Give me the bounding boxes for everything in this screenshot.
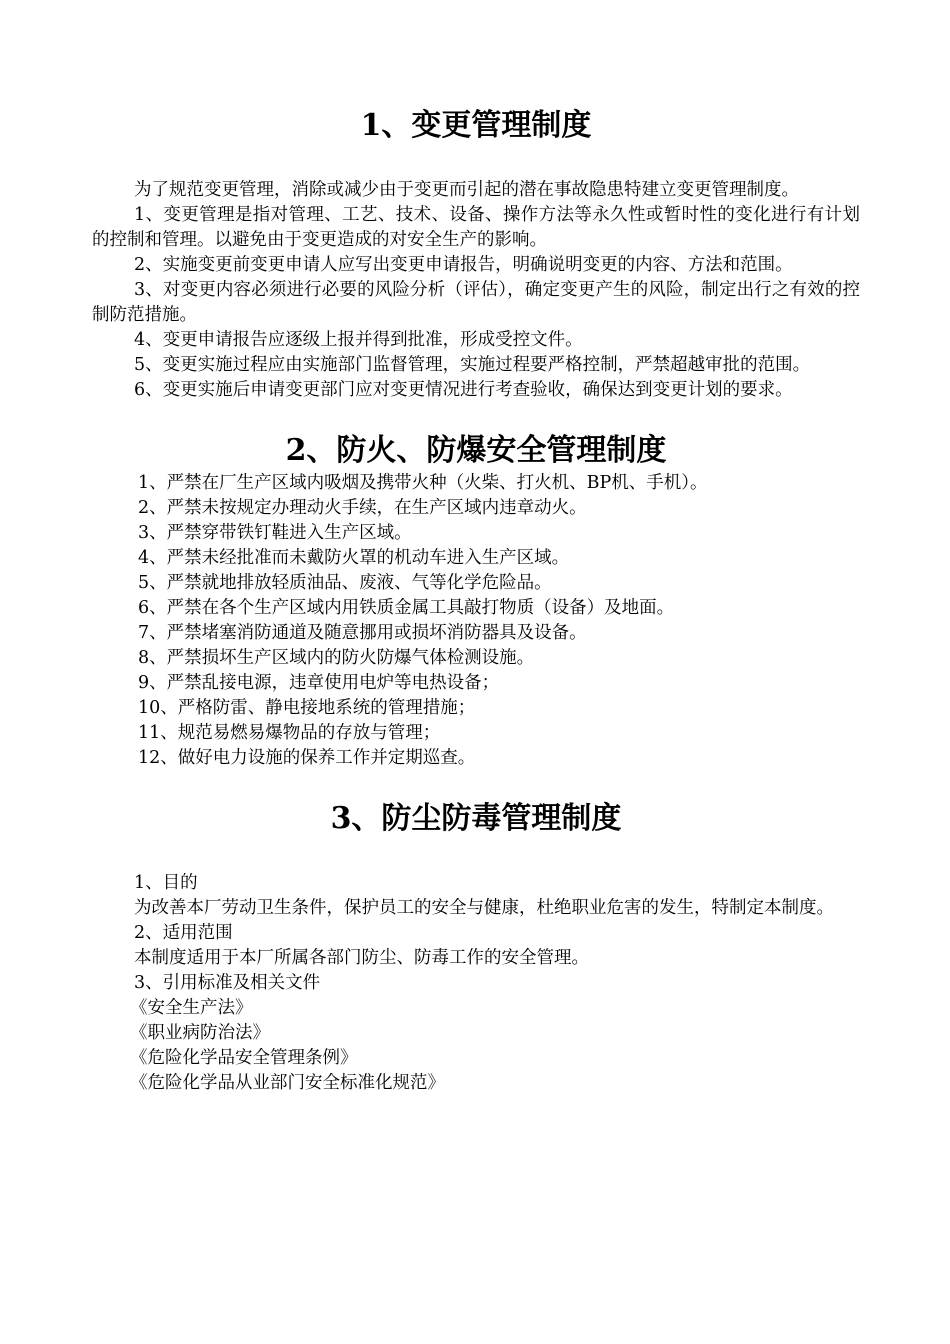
- clause-item: 3、对变更内容必须进行必要的风险分析（评估），确定变更产生的风险，制定出行之有效的控制防范措施。: [92, 280, 860, 325]
- rule-item: 9、严禁乱接电源，违章使用电炉等电热设备；: [138, 673, 500, 693]
- rule-item: 5、严禁就地排放轻质油品、废液、气等化学危险品。: [138, 573, 552, 593]
- section-intro: 为了规范变更管理，消除或减少由于变更而引起的潜在事故隐患特建立变更管理制度。: [134, 180, 799, 200]
- rule-item: 3、严禁穿带铁钉鞋进入生产区域。: [138, 523, 412, 543]
- clause-item: 4、变更申请报告应逐级上报并得到批准，形成受控文件。: [134, 330, 583, 350]
- rule-item: 10、严格防雷、静电接地系统的管理措施；: [138, 698, 476, 718]
- document-page: [92, 0, 860, 1096]
- section-title-dust-poison-prevention: 3、防尘防毒管理制度: [330, 801, 622, 836]
- clause-item: 6、变更实施后申请变更部门应对变更情况进行考查验收，确保达到变更计划的要求。: [134, 380, 793, 400]
- rule-item: 7、严禁堵塞消防通道及随意挪用或损坏消防器具及设备。: [138, 623, 587, 643]
- subheading-purpose: 1、目的: [134, 873, 198, 893]
- reference-item: 《危险化学品从业部门安全标准化规范》: [130, 1073, 445, 1093]
- rule-item: 2、严禁未按规定办理动火手续，在生产区域内违章动火。: [138, 498, 587, 518]
- clause-item: 5、变更实施过程应由实施部门监督管理，实施过程要严格控制，严禁超越审批的范围。: [134, 355, 811, 375]
- clause-item: 2、实施变更前变更申请人应写出变更申请报告，明确说明变更的内容、方法和范围。: [134, 255, 793, 275]
- clause-item: 1、变更管理是指对管理、工艺、技术、设备、操作方法等永久性或暂时性的变化进行有计划的控制和管理。以避免由于变更造成的对安全生产的影响。: [92, 205, 860, 250]
- reference-list: [92, 996, 860, 1096]
- fire-safety-rule-list: [92, 471, 860, 771]
- section-body-dust-poison: [92, 871, 860, 1096]
- rule-item: 11、规范易燃易爆物品的存放与管理；: [138, 723, 441, 743]
- scope-text: 本制度适用于本厂所属各部门防尘、防毒工作的安全管理。: [134, 948, 589, 968]
- reference-item: 《危险化学品安全管理条例》: [130, 1048, 358, 1068]
- purpose-text: 为改善本厂劳动卫生条件，保护员工的安全与健康，杜绝职业危害的发生，特制定本制度。: [134, 898, 834, 918]
- rule-item: 1、严禁在厂生产区域内吸烟及携带火种（火柴、打火机、BP机、手机）。: [138, 473, 708, 493]
- rule-item: 4、严禁未经批准而未戴防火罩的机动车进入生产区域。: [138, 548, 570, 568]
- subheading-references: 3、引用标准及相关文件: [134, 973, 321, 993]
- reference-item: 《职业病防治法》: [130, 1023, 270, 1043]
- rule-item: 12、做好电力设施的保养工作并定期巡查。: [138, 748, 476, 768]
- section-body-change-management: [92, 178, 860, 403]
- reference-item: 《安全生产法》: [130, 998, 253, 1018]
- rule-item: 6、严禁在各个生产区域内用铁质金属工具敲打物质（设备）及地面。: [138, 598, 675, 618]
- section-title-change-management: 1、变更管理制度: [360, 108, 592, 143]
- subheading-scope: 2、适用范围: [134, 923, 233, 943]
- rule-item: 8、严禁损坏生产区域内的防火防爆气体检测设施。: [138, 648, 535, 668]
- section-title-fire-explosion-safety: 2、防火、防爆安全管理制度: [285, 433, 667, 468]
